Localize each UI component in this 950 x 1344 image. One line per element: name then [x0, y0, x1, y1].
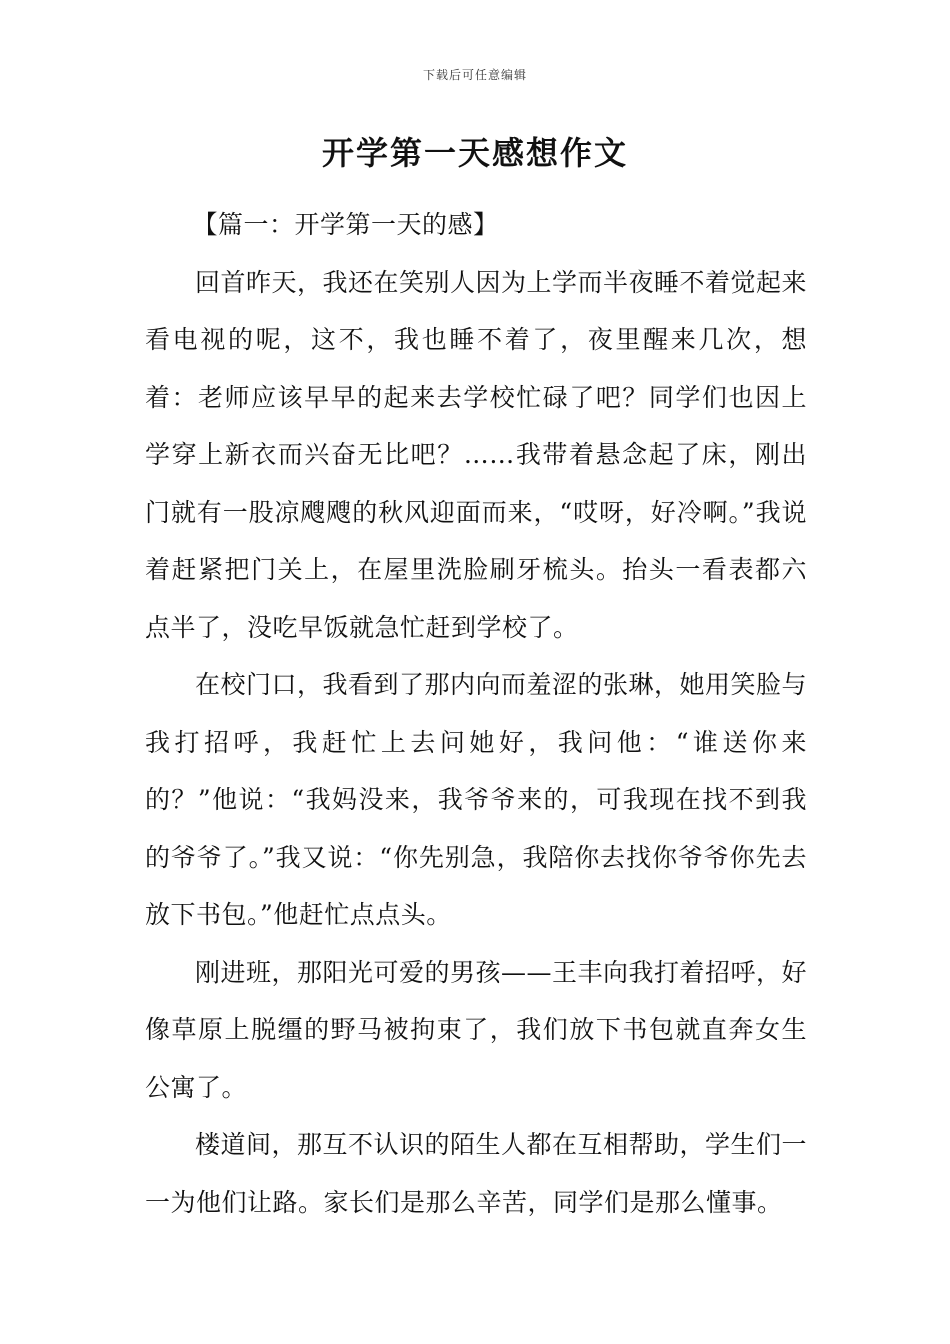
document-title: 开学第一天感想作文: [321, 134, 628, 172]
section-heading: 【篇一：开学第一天的感】: [192, 210, 499, 239]
paragraph-1: 回首昨天，我还在笑别人因为上学而半夜睡不着觉起来看电视的呢，这不，我也睡不着了，夜里醒来几次，想着：老师应该早早的起来去学校忙碌了吧？同学们也因上学穿上新衣而兴奋无比吧？……我带着悬念起了床，刚出门就有一股凉飕飕的秋风迎面而来，“哎呀，好冷啊。”我说着赶紧把门关上，在屋里洗脸刷牙梳头。抬头一看表都六点半了，没吃早饭就急忙赶到学校了。: [145, 267, 808, 642]
paragraph-4: 楼道间，那互不认识的陌生人都在互相帮助，学生们一一为他们让路。家长们是那么辛苦，同学们是那么懂事。: [145, 1130, 808, 1217]
header-note: 下载后可任意编辑: [422, 68, 527, 82]
document-body: [145, 196, 807, 1231]
paragraph-2: 在校门口，我看到了那内向而羞涩的张琳，她用笑脸与我打招呼，我赶忙上去问她好，我问他：“谁送你来的？”他说：“我妈没来，我爷爷来的，可我现在找不到我的爷爷了。”我又说：“你先别急，我陪你去找你爷爷你先去放下书包。”他赶忙点点头。: [145, 670, 808, 929]
paragraph-3: 刚进班，那阳光可爱的男孩——王丰向我打着招呼，好像草原上脱缰的野马被拘束了，我们放下书包就直奔女生公寓了。: [145, 957, 808, 1102]
